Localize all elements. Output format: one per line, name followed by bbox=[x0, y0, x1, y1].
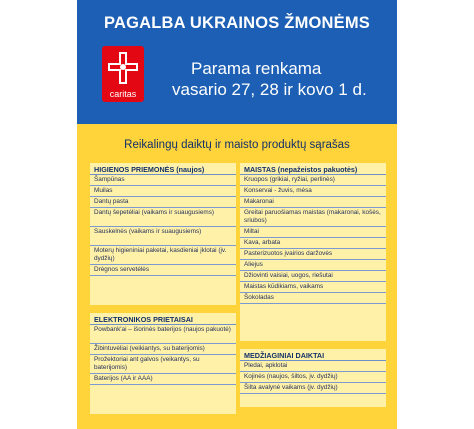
list-item: Sauskelnės (vaikams ir suaugusiems) bbox=[90, 227, 236, 246]
poster-title: PAGALBA UKRAINOS ŽMONĖMS bbox=[103, 14, 371, 32]
list-item: Miltai bbox=[240, 227, 386, 238]
list-item: Muilas bbox=[90, 186, 236, 197]
list-item: Aliejus bbox=[240, 260, 386, 271]
list-item: Šokoladas bbox=[240, 293, 386, 304]
list-item: Džiovinti vaisiai, uogos, riešutai bbox=[240, 271, 386, 282]
textiles-section bbox=[240, 349, 386, 407]
blue-header-band bbox=[77, 0, 397, 124]
electronics-section bbox=[90, 313, 236, 414]
list-item: Powbank'ai – išorinės baterijos (naujos pakuotė) bbox=[90, 325, 236, 344]
list-item: Pledai, apklotai bbox=[240, 361, 386, 372]
list-item: Prožektoriai ant galvos (veikantys, su baterijomis) bbox=[90, 355, 236, 374]
list-item: Kojinės (naujos, šiltos, įv. dydžių) bbox=[240, 372, 386, 383]
list-item: Makaronai bbox=[240, 197, 386, 208]
list-item: Konservai - žuvis, mėsa bbox=[240, 186, 386, 197]
list-item: Kava, arbata bbox=[240, 238, 386, 249]
subtitle-line-1: Parama renkama bbox=[191, 59, 322, 78]
list-item: Žibintuvėliai (veikiantys, su baterijomis) bbox=[90, 344, 236, 355]
list-item: Moterų higieniniai paketai, kasdieniai įklotai (įv. dydžių) bbox=[90, 246, 236, 265]
electronics-section-title: ELEKTRONIKOS PRIETAISAI bbox=[90, 313, 236, 325]
list-title: Reikalingų daiktų ir maisto produktų sąrašas bbox=[124, 139, 350, 151]
poster bbox=[77, 0, 397, 429]
list-item: Kruopos (grikiai, ryžiai, perlinės) bbox=[240, 175, 386, 186]
list-item: Greitai paruošiamas maistas (makaronai, košės, sriubos) bbox=[240, 208, 386, 227]
food-section-title: MAISTAS (nepažeistos pakuotės) bbox=[240, 163, 386, 175]
logo-text: caritas bbox=[109, 89, 137, 99]
list-item: Dantų pasta bbox=[90, 197, 236, 208]
food-section bbox=[240, 163, 386, 341]
list-item: Maistas kūdikiams, vaikams bbox=[240, 282, 386, 293]
textiles-section-title: MEDŽIAGINIAI DAIKTAI bbox=[240, 349, 386, 361]
list-item: Pasterizuotos įvairios daržovės bbox=[240, 249, 386, 260]
hygiene-section-title: HIGIENOS PRIEMONĖS (naujos) bbox=[90, 163, 236, 175]
list-item: Drėgnos servetėlės bbox=[90, 265, 236, 276]
list-item: Šampūnas bbox=[90, 175, 236, 186]
caritas-logo bbox=[102, 46, 144, 102]
caritas-cross-icon bbox=[102, 46, 144, 90]
list-item: Dantų šepetėliai (vaikams ir suaugusiems) bbox=[90, 208, 236, 227]
hygiene-section bbox=[90, 163, 236, 305]
subtitle-line-2: vasario 27, 28 ir kovo 1 d. bbox=[172, 80, 367, 99]
list-item: Baterijos (AA ir AAA) bbox=[90, 374, 236, 385]
list-item: Šilta avalynė vaikams (įv. dydžių) bbox=[240, 383, 386, 394]
